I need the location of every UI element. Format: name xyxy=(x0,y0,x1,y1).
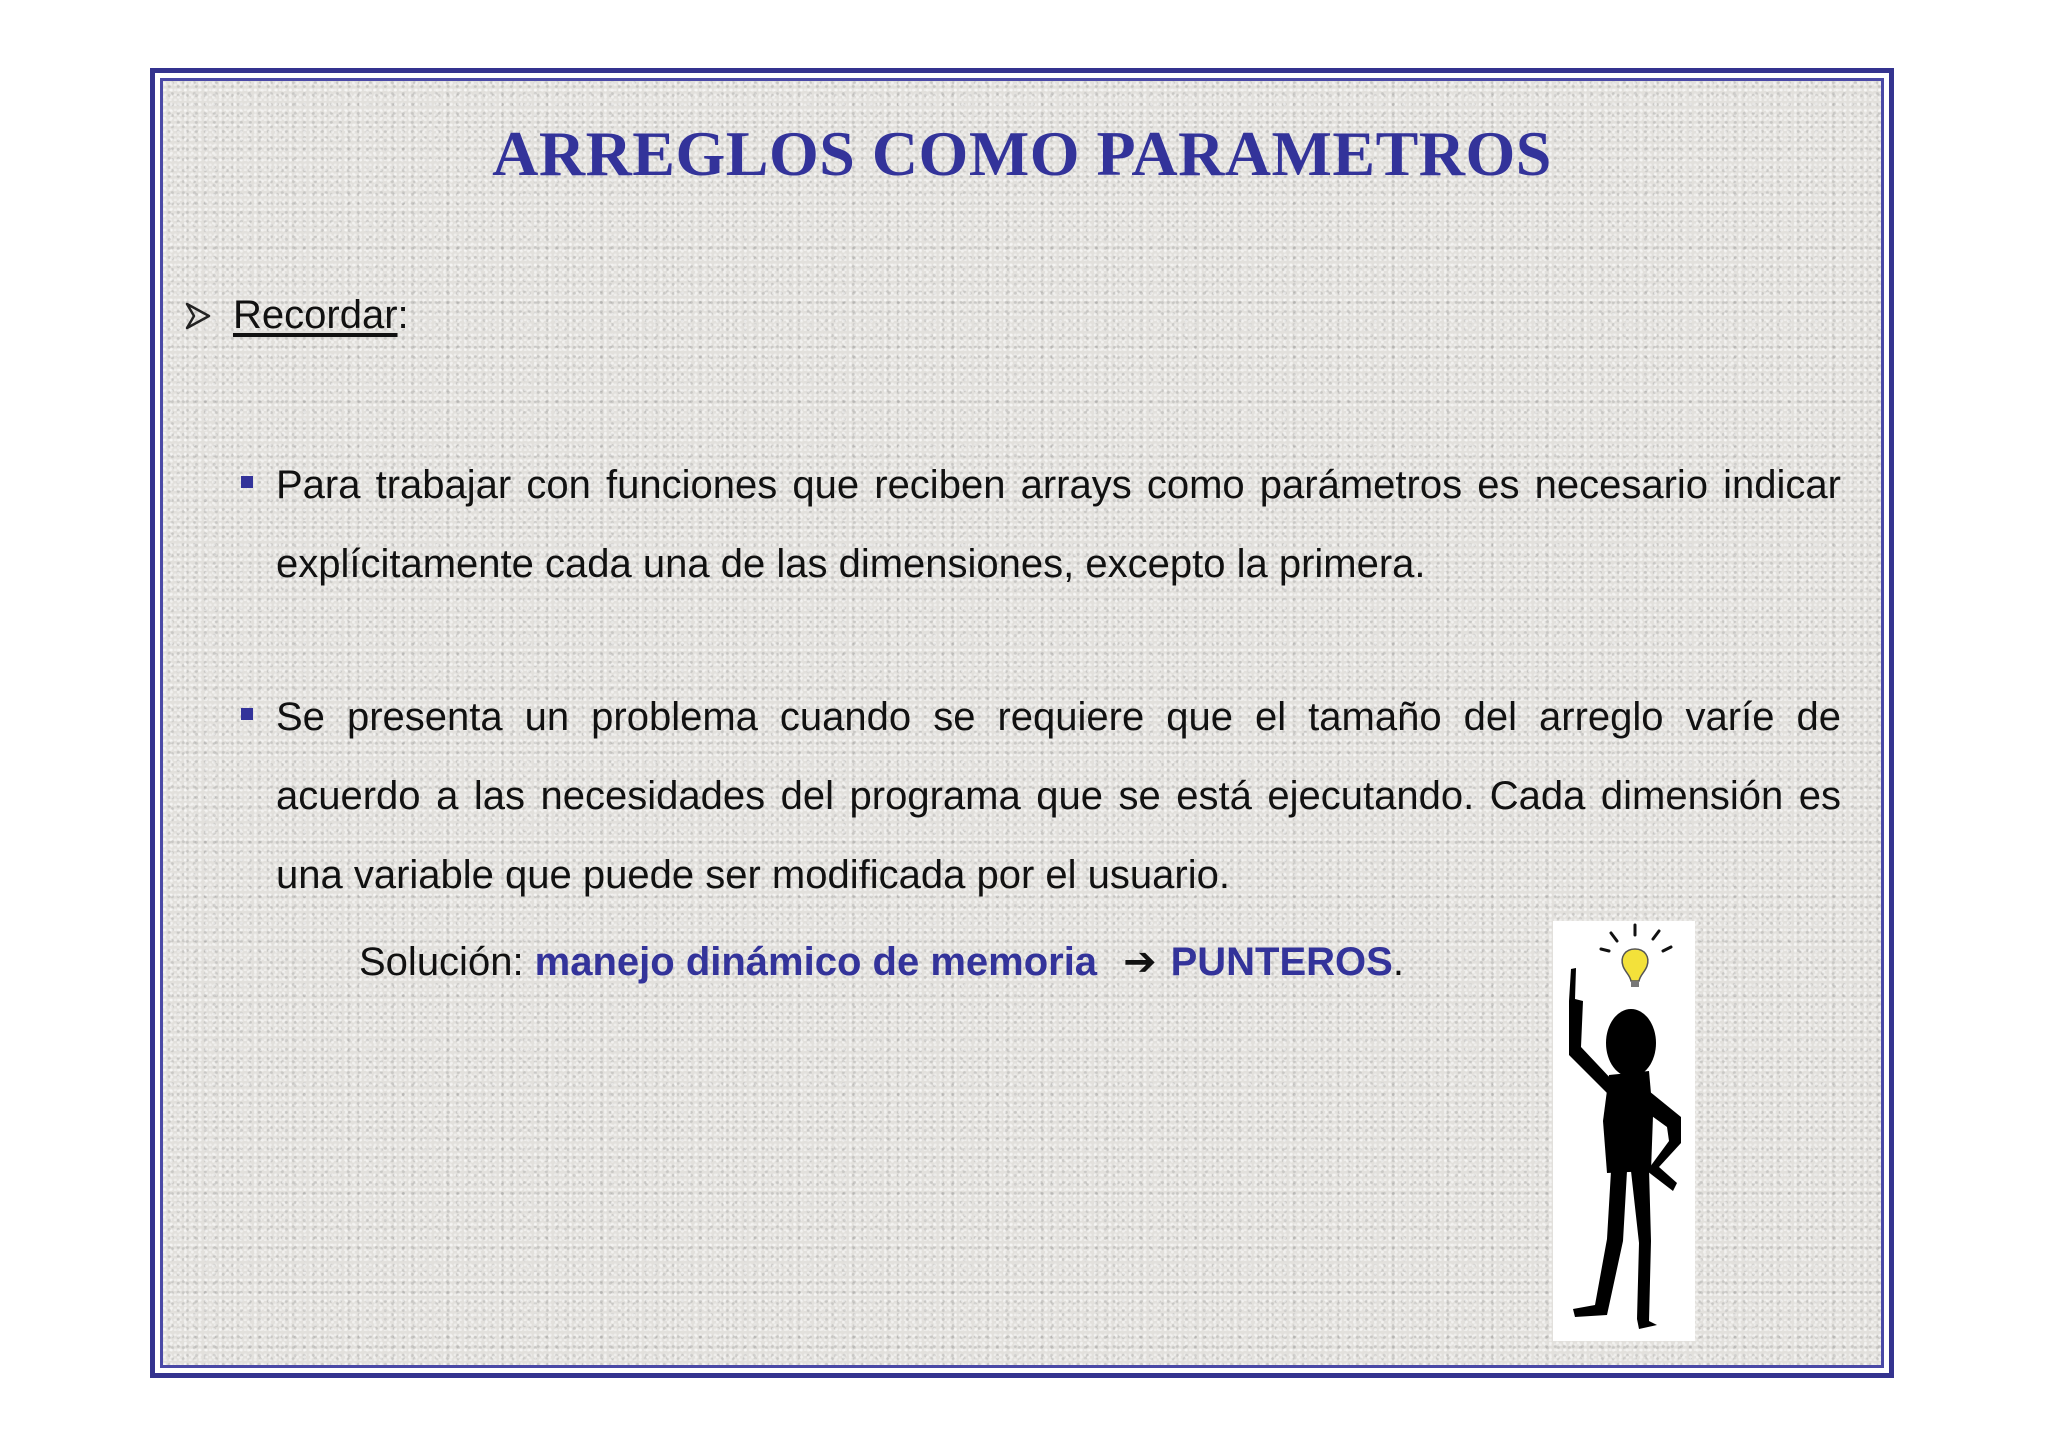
list-item xyxy=(241,446,1841,604)
solution-result: PUNTEROS xyxy=(1170,940,1393,984)
solution-label: Solución: xyxy=(359,940,535,984)
idea-figure xyxy=(1553,921,1695,1341)
recordar-colon: : xyxy=(397,293,409,337)
idea-person-icon xyxy=(1553,921,1695,1341)
slide-title: ARREGLOS COMO PARAMETROS xyxy=(492,118,1552,189)
arrow-right-icon: ➔ xyxy=(1123,940,1157,984)
solution-end: . xyxy=(1392,940,1404,984)
recordar-label: Recordar xyxy=(233,293,398,337)
recordar-bullet xyxy=(185,293,409,338)
square-bullet-icon xyxy=(241,476,253,488)
square-bullet-icon xyxy=(241,708,253,720)
slide-content xyxy=(160,78,1884,1368)
solution-highlight: manejo dinámico de memoria xyxy=(534,940,1098,984)
list-item-text: Para trabajar con funciones que reciben arrays como parámetros es necesario indicar explícitamente cada una de las dimensiones, excepto la primera. xyxy=(276,463,1841,586)
solution-line xyxy=(359,939,1404,985)
list-item-text: Se presenta un problema cuando se requiere que el tamaño del arreglo varíe de acuerdo a las necesidades del programa que se está ejecutando. Cada dimensión es una variable que puede ser modificada por el usuario. xyxy=(276,695,1841,897)
arrow-bullet-icon xyxy=(185,301,211,331)
slide-frame xyxy=(150,68,1894,1378)
list-item xyxy=(241,678,1841,915)
